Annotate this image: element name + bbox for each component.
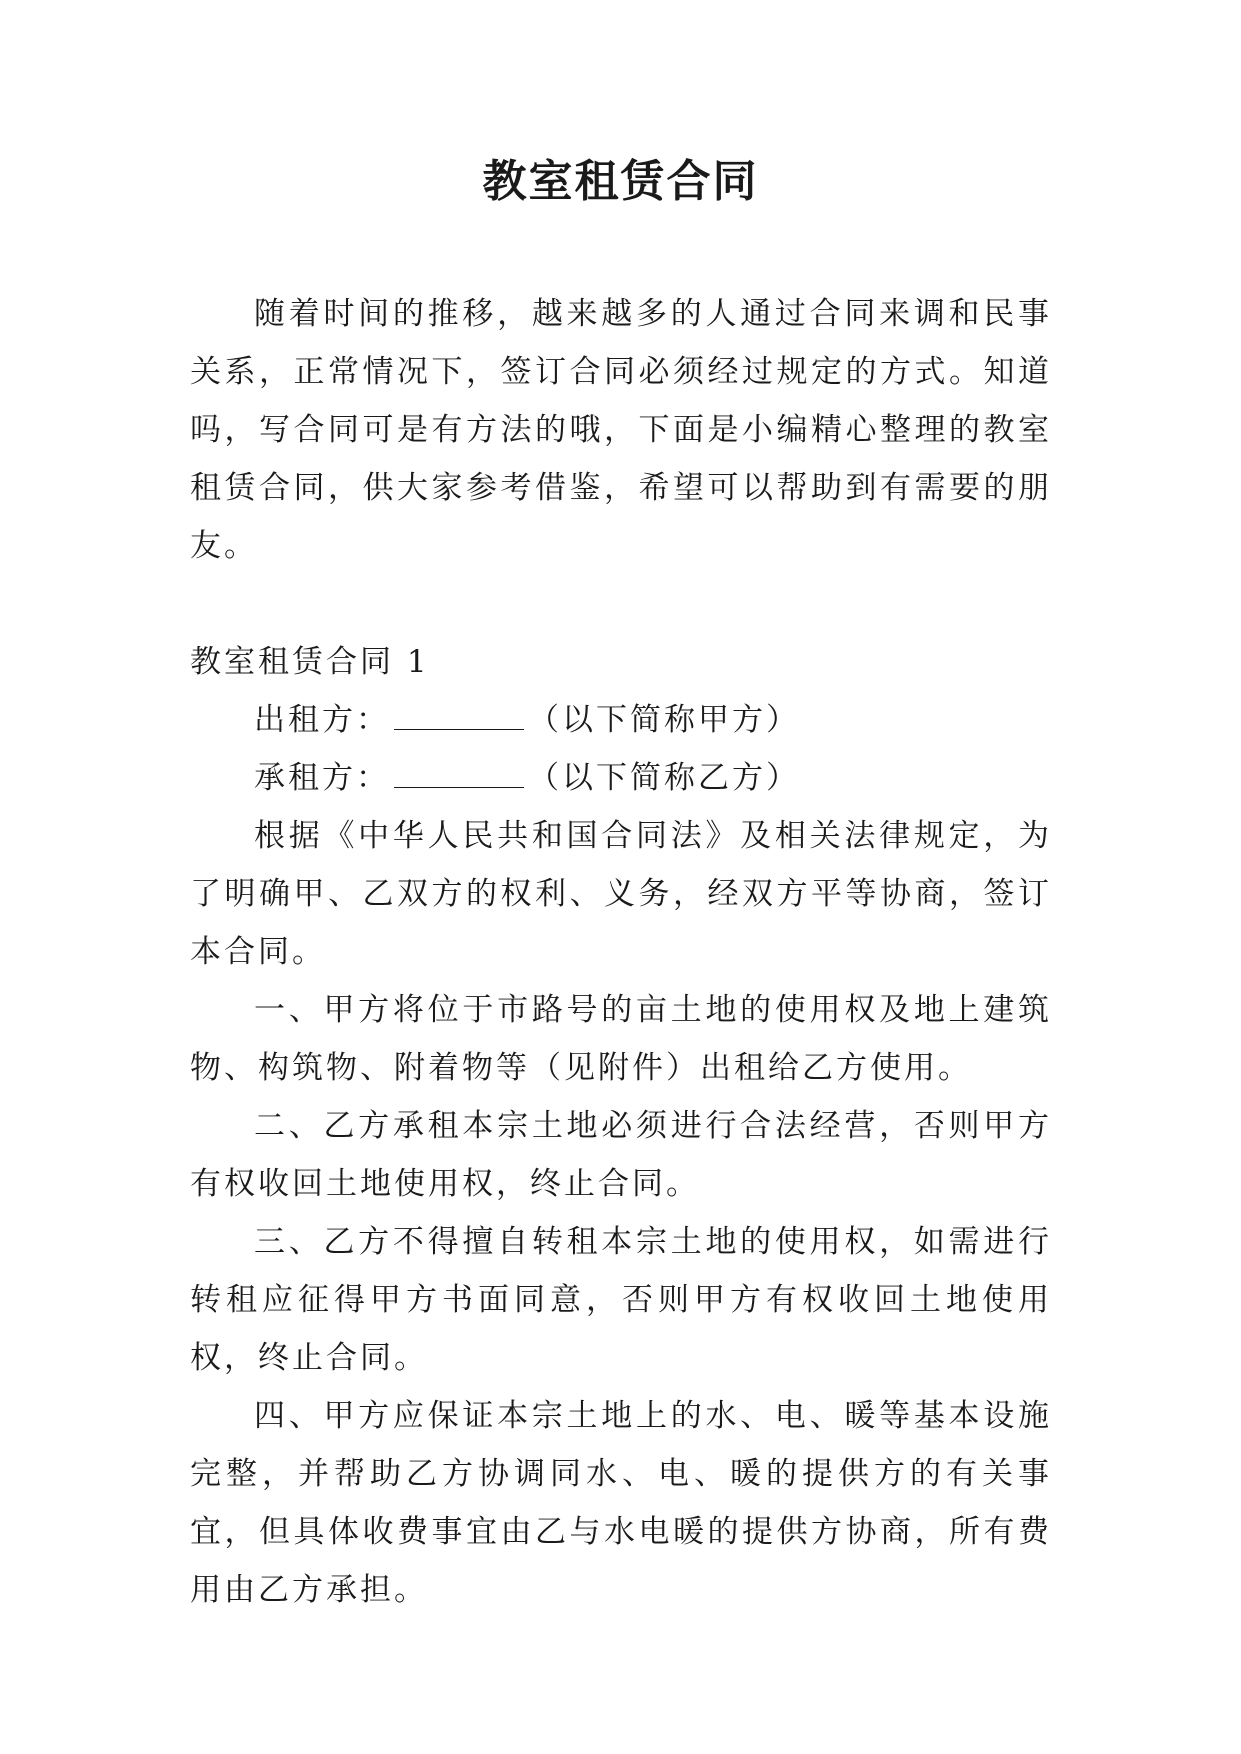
lessee-note: （以下简称乙方） (528, 760, 800, 796)
lessor-label: 出租方： (254, 702, 390, 738)
document-body (190, 285, 1052, 1619)
clause-4: 四、甲方应保证本宗土地上的水、电、暖等基本设施完整，并帮助乙方协调同水、电、暖的提供方的有关事宜，但具体收费事宜由乙与水电暖的提供方协商，所有费用由乙方承担。 (190, 1398, 1052, 1608)
clause-2: 二、乙方承租本宗土地必须进行合法经营，否则甲方有权收回土地使用权，终止合同。 (190, 1108, 1052, 1202)
lessee-line (190, 749, 1052, 807)
intro-paragraph: 随着时间的推移，越来越多的人通过合同来调和民事关系，正常情况下，签订合同必须经过规定的方式。知道吗，写合同可是有方法的哦，下面是小编精心整理的教室租赁合同，供大家参考借鉴，希望可以帮助到有需要的朋友。 (190, 296, 1052, 564)
lessor-blank (394, 695, 524, 730)
section-heading: 教室租赁合同 1 (190, 644, 430, 680)
clause-3: 三、乙方不得擅自转租本宗土地的使用权，如需进行转租应征得甲方书面同意，否则甲方有权收回土地使用权，终止合同。 (190, 1224, 1052, 1376)
lessee-label: 承租方： (254, 760, 390, 796)
page-title: 教室租赁合同 (482, 156, 759, 207)
clause-1: 一、甲方将位于市路号的亩土地的使用权及地上建筑物、构筑物、附着物等（见附件）出租给乙方使用。 (190, 992, 1052, 1086)
preamble-paragraph: 根据《中华人民共和国合同法》及相关法律规定，为了明确甲、乙双方的权利、义务，经双方平等协商，签订本合同。 (190, 818, 1052, 970)
lessee-blank (394, 753, 524, 788)
lessor-note: （以下简称甲方） (528, 702, 800, 738)
lessor-line (190, 691, 1052, 749)
